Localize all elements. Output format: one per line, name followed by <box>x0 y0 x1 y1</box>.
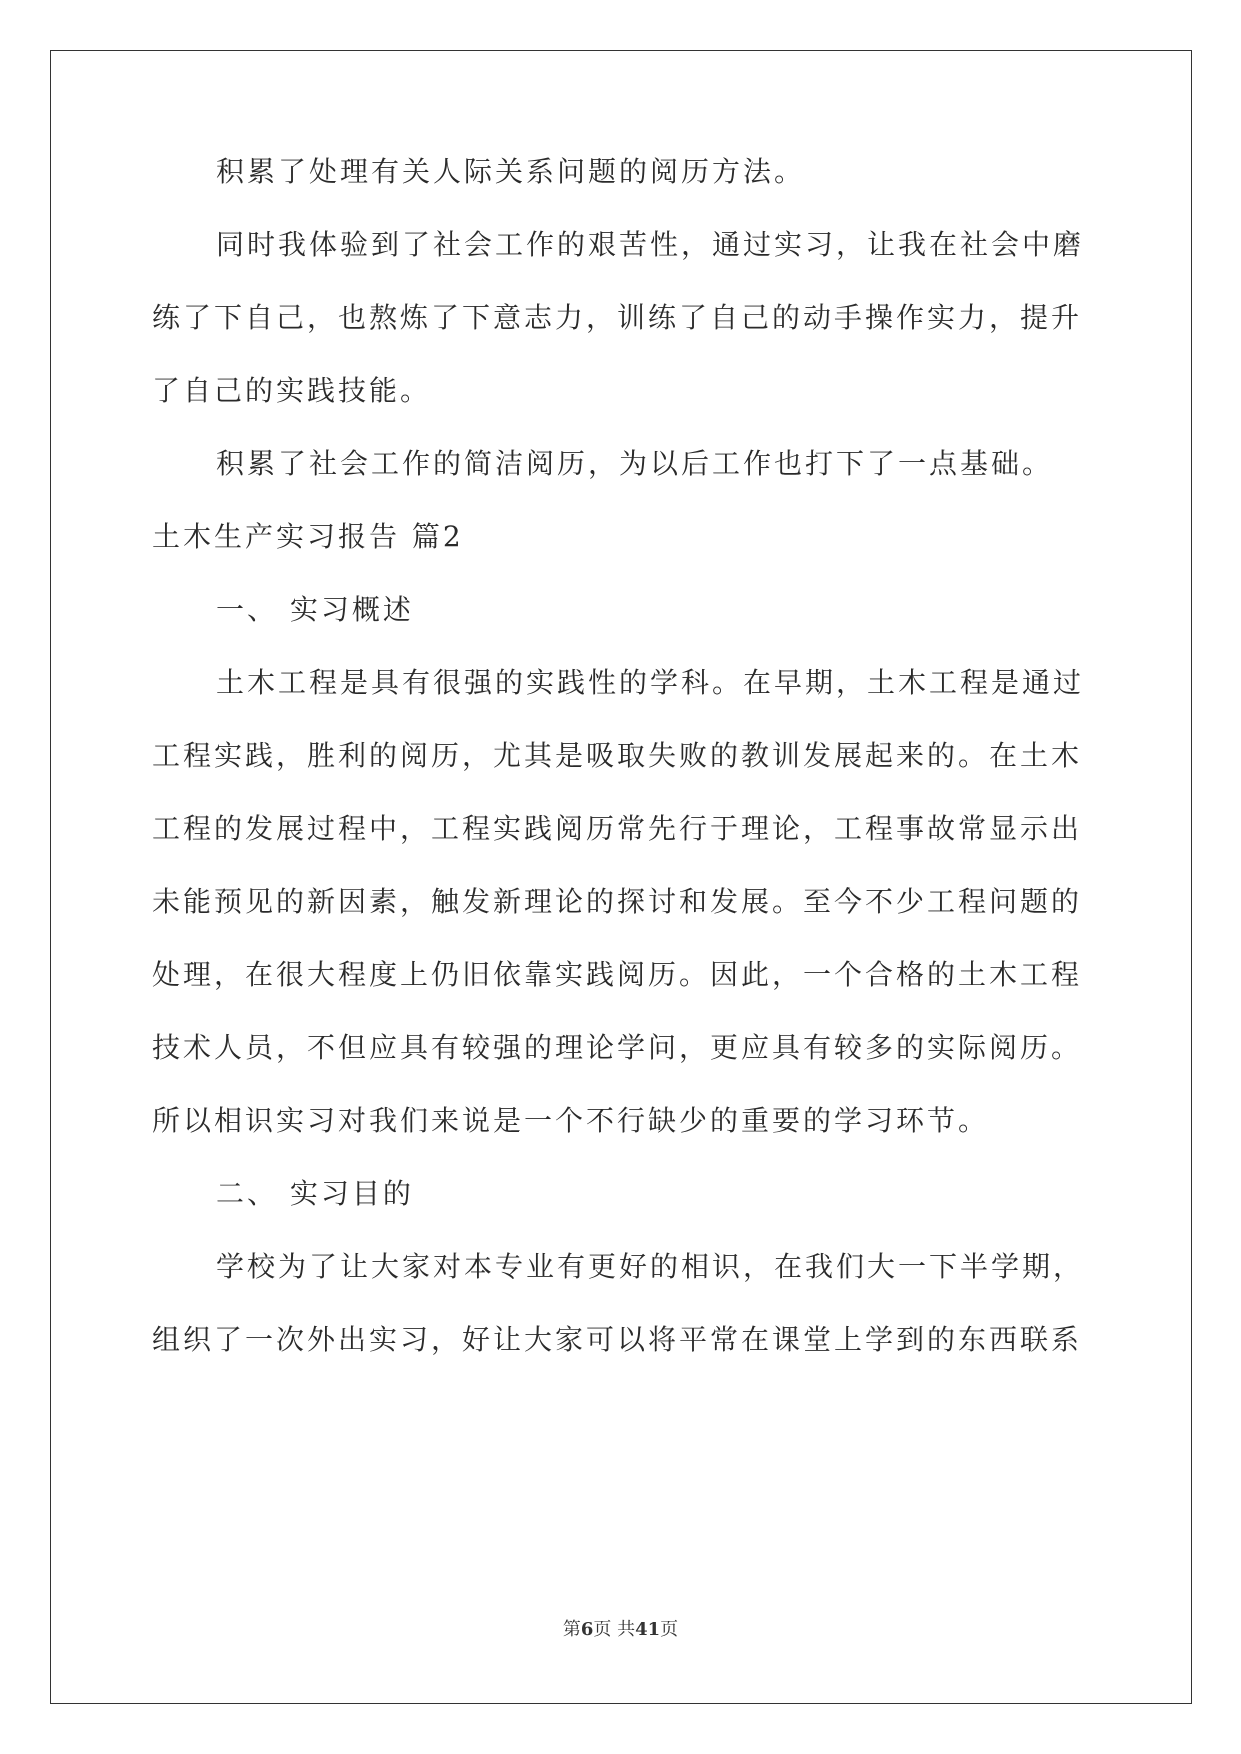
paragraph-line: 学校为了让大家对本专业有更好的相识，在我们大一下半学期， <box>216 1250 1085 1283</box>
paragraph-line: 工程的发展过程中，工程实践阅历常先行于理论，工程事故常显示出 <box>152 812 1083 845</box>
paragraph-line: 土木工程是具有很强的实践性的学科。在早期，土木工程是通过 <box>216 666 1085 699</box>
footer-prefix: 第 <box>562 1619 581 1640</box>
subsection-heading: 一、 实习概述 <box>216 593 414 626</box>
footer-suffix: 页 <box>660 1619 679 1640</box>
page-footer <box>0 1618 1241 1642</box>
current-page-number: 6 <box>580 1619 594 1640</box>
paragraph-line: 组织了一次外出实习，好让大家可以将平常在课堂上学到的东西联系 <box>152 1323 1083 1356</box>
total-page-count: 41 <box>635 1619 661 1640</box>
paragraph-line: 所以相识实习对我们来说是一个不行缺少的重要的学习环节。 <box>152 1104 990 1137</box>
paragraph-line: 积累了处理有关人际关系问题的阅历方法。 <box>216 155 806 188</box>
footer-mid: 页 共 <box>593 1619 636 1640</box>
paragraph-line: 处理，在很大程度上仍旧依靠实践阅历。因此，一个合格的土木工程 <box>152 958 1083 991</box>
paragraph-line: 练了下自己，也熬炼了下意志力，训练了自己的动手操作实力，提升 <box>152 301 1083 334</box>
section-heading: 土木生产实习报告 篇2 <box>152 520 464 553</box>
subsection-heading: 二、 实习目的 <box>216 1177 414 1210</box>
paragraph-line: 技术人员，不但应具有较强的理论学问，更应具有较多的实际阅历。 <box>152 1031 1083 1064</box>
paragraph-line: 积累了社会工作的简洁阅历，为以后工作也打下了一点基础。 <box>216 447 1054 480</box>
paragraph-line: 同时我体验到了社会工作的艰苦性，通过实习，让我在社会中磨 <box>216 228 1085 261</box>
paragraph-line: 了自己的实践技能。 <box>152 374 432 407</box>
paragraph-line: 未能预见的新因素，触发新理论的探讨和发展。至今不少工程问题的 <box>152 885 1083 918</box>
paragraph-line: 工程实践，胜利的阅历，尤其是吸取失败的教训发展起来的。在土木 <box>152 739 1083 772</box>
